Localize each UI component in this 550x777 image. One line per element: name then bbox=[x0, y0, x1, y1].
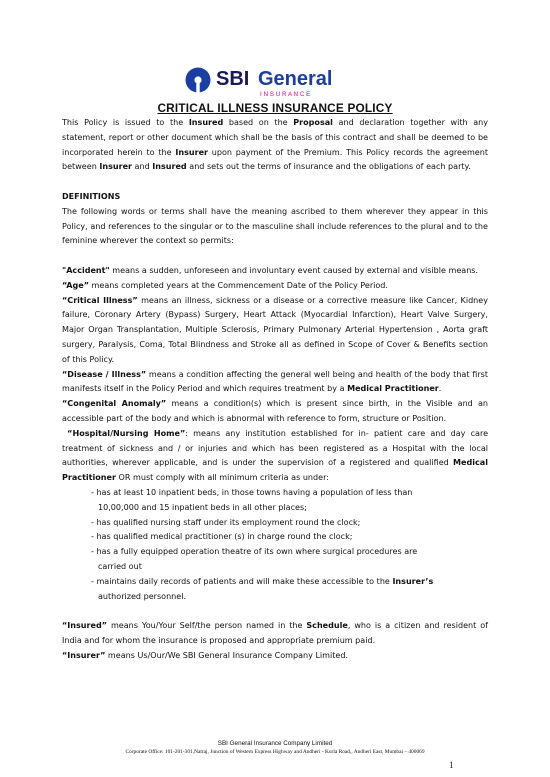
hospital-criteria-nursing: - has qualified nursing staff under its employment round the clock; bbox=[91, 517, 361, 527]
logo-graphic bbox=[184, 64, 356, 98]
definition-congenital-anomaly: “Congenital Anomaly” means a condition(s) which is present since birth, in the Visible and an accessible part of the body and which is abnormal with reference to form, structure or Position. bbox=[62, 399, 488, 423]
hospital-criteria-beds-cont: 10,00,000 and 15 inpatient beds in all other places; bbox=[98, 502, 307, 512]
definition-hospital: “Hospital/Nursing Home”: means any institution established for in- patient care and day care treatment of sickness and / or injuries and which has been registered as a Hospital with the local authorities, wherever applicable, and is under the supervision of a registered and qualified Medical Practitioner OR must comply with all minimum criteria as under: bbox=[62, 428, 489, 483]
definition-insurer: “Insurer” means Us/Our/We SBI General Insurance Company Limited. bbox=[62, 650, 349, 660]
footer-address: Corporate Office: 101-201-301,Natraj, Junction of Western Express Highway and Andheri - Kurla Road,, Andheri East, Mumbai – 400069 bbox=[125, 749, 425, 755]
definition-age: “Age” means completed years at the Commencement Date of the Policy Period. bbox=[62, 280, 388, 290]
page-title: CRITICAL ILLNESS INSURANCE POLICY bbox=[157, 101, 393, 115]
logo-tagline: I N S U R A N C E bbox=[260, 91, 311, 98]
definition-disease: “Disease / Illness” means a condition affecting the general well being and health of the body that first manifests itself in the Policy Period and which requires treatment by a Medical Practitioner. bbox=[62, 369, 488, 394]
definition-accident: "Accident" means a sudden, unforeseen and involuntary event caused by external and visible means. bbox=[62, 265, 479, 275]
page-number: 1 bbox=[449, 760, 454, 770]
logo-general-text: General bbox=[258, 68, 333, 90]
hospital-criteria-records: - maintains daily records of patients and will make these accessible to the Insurer’s bbox=[91, 576, 434, 586]
logo-sbi-text: SBI bbox=[216, 68, 250, 90]
hospital-criteria-records-cont: authorized personnel. bbox=[98, 591, 187, 601]
hospital-criteria-beds: - has at least 10 inpatient beds, in those towns having a population of less than bbox=[91, 487, 413, 497]
definition-insured: “Insured” means You/Your Self/the person named in the Schedule, who is a citizen and resident of India and for whom the insurance is proposed and appropriate premium paid. bbox=[62, 621, 488, 645]
definitions-heading: DEFINITIONS bbox=[62, 191, 121, 201]
document-body bbox=[62, 116, 488, 663]
hospital-criteria-theatre: - has a fully equipped operation theatre of its own where surgical procedures are bbox=[91, 547, 418, 557]
hospital-criteria-practitioner: - has qualified medical practitioner (s) in charge round the clock; bbox=[91, 532, 353, 542]
hospital-criteria-theatre-cont: carried out bbox=[98, 561, 142, 571]
definitions-intro: The following words or terms shall have the meaning ascribed to them wherever they appear in this Policy, and references to the singular or to the masculine shall include references to the plural and to the feminine wherever the context so permits: bbox=[62, 206, 488, 246]
footer-company: SBI General Insurance Company Limited bbox=[217, 740, 333, 747]
sbi-general-logo bbox=[184, 64, 356, 98]
intro-paragraph: This Policy is issued to the Insured based on the Proposal and declaration together with any statement, report or other document which shall be the basis of this contract and shall be deemed to be incorporated herein to the Insurer upon payment of the Premium. This Policy records the agreement between Insurer and Insured and sets out the terms of insurance and the obligations of each party. bbox=[62, 118, 489, 172]
definition-critical-illness: “Critical Illness” means an illness, sickness or a disease or a corrective measure like Cancer, Kidney failure, Coronary Artery (Bypass) Surgery, Heart Attack (Myocardial Infarction), Heart Valve Surgery, Major Organ Transplantation, Multiple Sclerosis, Primary Pulmonary Arterial Hypertension , Aorta graft surgery, Paralysis, Coma, Total Blindness and Stroke all as defined in Scope of Cover & Benefits section of this Policy. bbox=[62, 295, 488, 364]
